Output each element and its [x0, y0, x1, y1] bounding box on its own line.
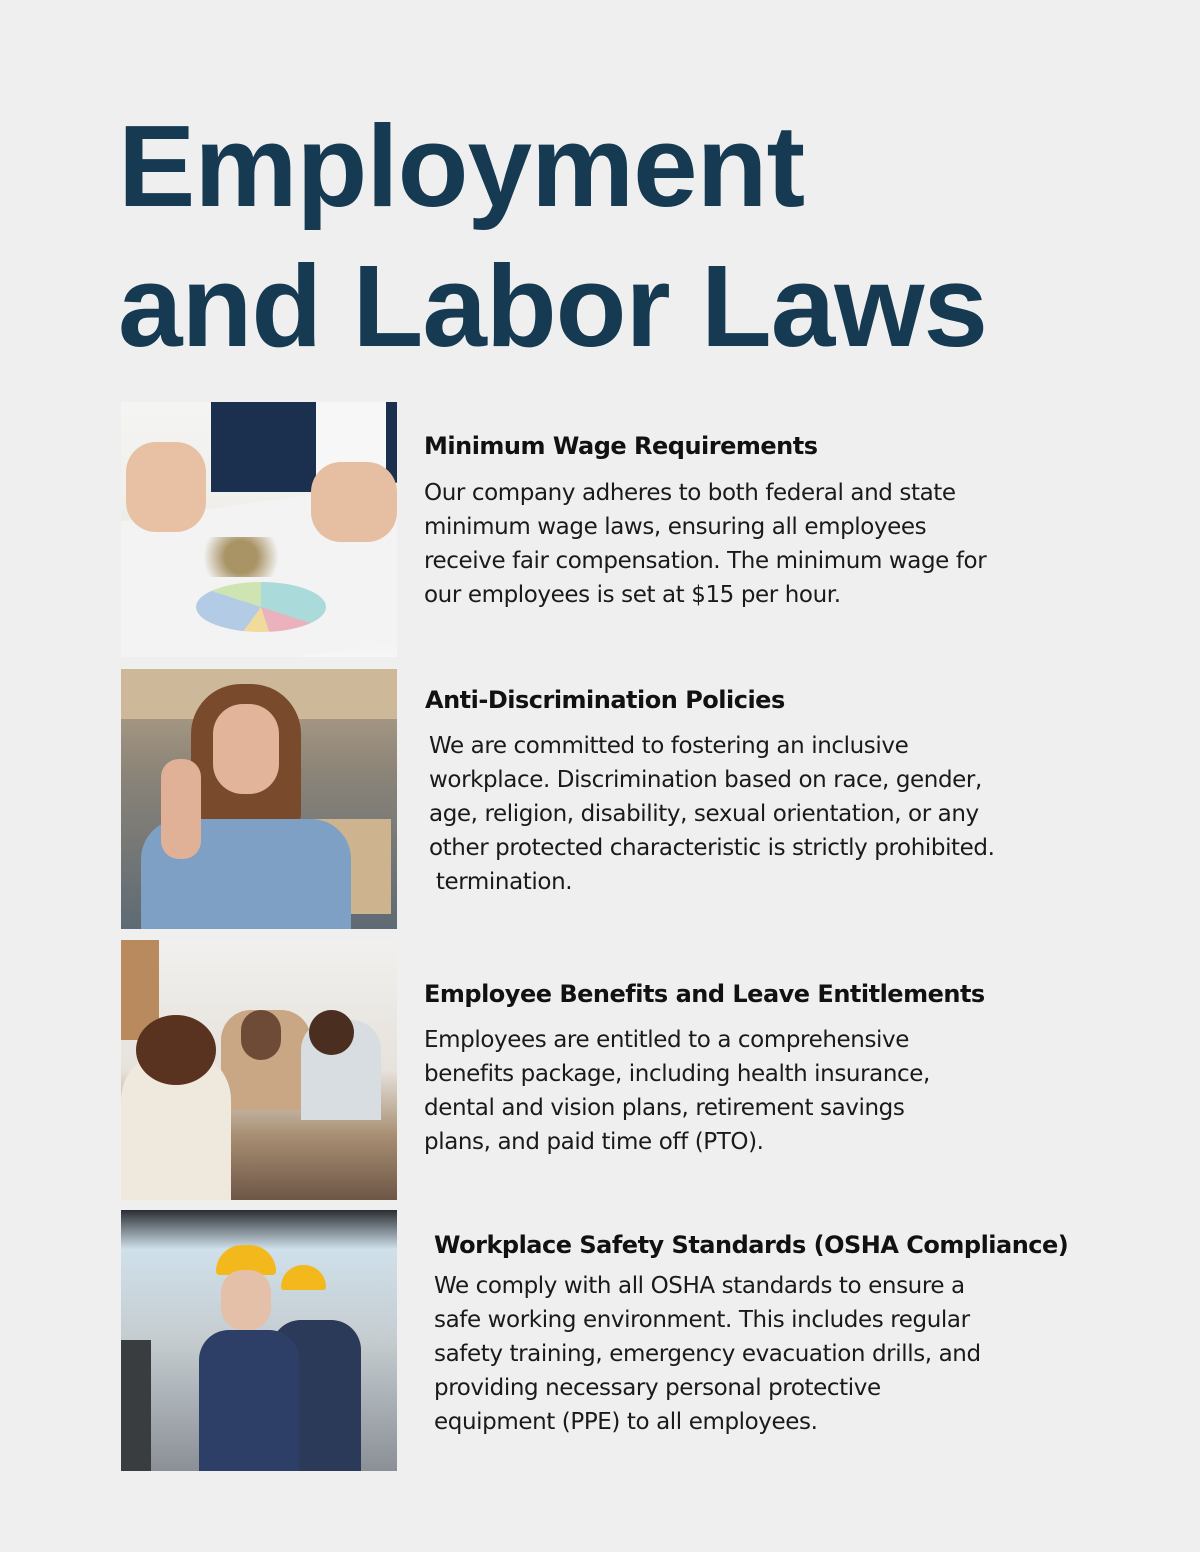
body-line: safe working environment. This includes regular — [434, 1307, 970, 1333]
section-body-minimum-wage — [424, 476, 986, 612]
page-title-line-2: and Labor Laws — [118, 241, 988, 371]
body-line: Our company adheres to both federal and state — [424, 480, 956, 506]
minimum-wage-photo — [121, 402, 397, 657]
page-title-line-1: Employment — [118, 101, 805, 231]
body-line: dental and vision plans, retirement savings — [424, 1095, 905, 1121]
body-line: equipment (PPE) to all employees. — [434, 1409, 818, 1435]
body-line: termination. — [429, 869, 573, 895]
body-line: safety training, emergency evacuation drills, and — [434, 1341, 981, 1367]
workplace-safety-photo — [121, 1210, 397, 1471]
body-line: minimum wage laws, ensuring all employees — [424, 514, 927, 540]
section-body-workplace-safety — [434, 1269, 981, 1439]
section-body-employee-benefits — [424, 1023, 930, 1159]
section-heading-anti-discrimination: Anti-Discrimination Policies — [425, 686, 785, 714]
body-line: other protected characteristic is strictly prohibited. — [429, 835, 995, 861]
section-heading-workplace-safety: Workplace Safety Standards (OSHA Compliance) — [434, 1231, 1069, 1259]
section-heading-minimum-wage: Minimum Wage Requirements — [424, 432, 818, 460]
body-line: age, religion, disability, sexual orientation, or any — [429, 801, 979, 827]
body-line: plans, and paid time off (PTO). — [424, 1129, 764, 1155]
body-line: providing necessary personal protective — [434, 1375, 881, 1401]
body-line: We are committed to fostering an inclusive — [429, 733, 909, 759]
body-line: receive fair compensation. The minimum wage for — [424, 548, 987, 574]
anti-discrimination-photo — [121, 669, 397, 929]
body-line: our employees is set at $15 per hour. — [424, 582, 841, 608]
body-line: We comply with all OSHA standards to ensure a — [434, 1273, 965, 1299]
body-line: benefits package, including health insurance, — [424, 1061, 930, 1087]
employee-benefits-photo — [121, 940, 397, 1200]
body-line: Employees are entitled to a comprehensive — [424, 1027, 909, 1053]
section-heading-employee-benefits: Employee Benefits and Leave Entitlements — [424, 980, 985, 1008]
section-body-anti-discrimination — [429, 729, 995, 899]
body-line: workplace. Discrimination based on race, gender, — [429, 767, 982, 793]
